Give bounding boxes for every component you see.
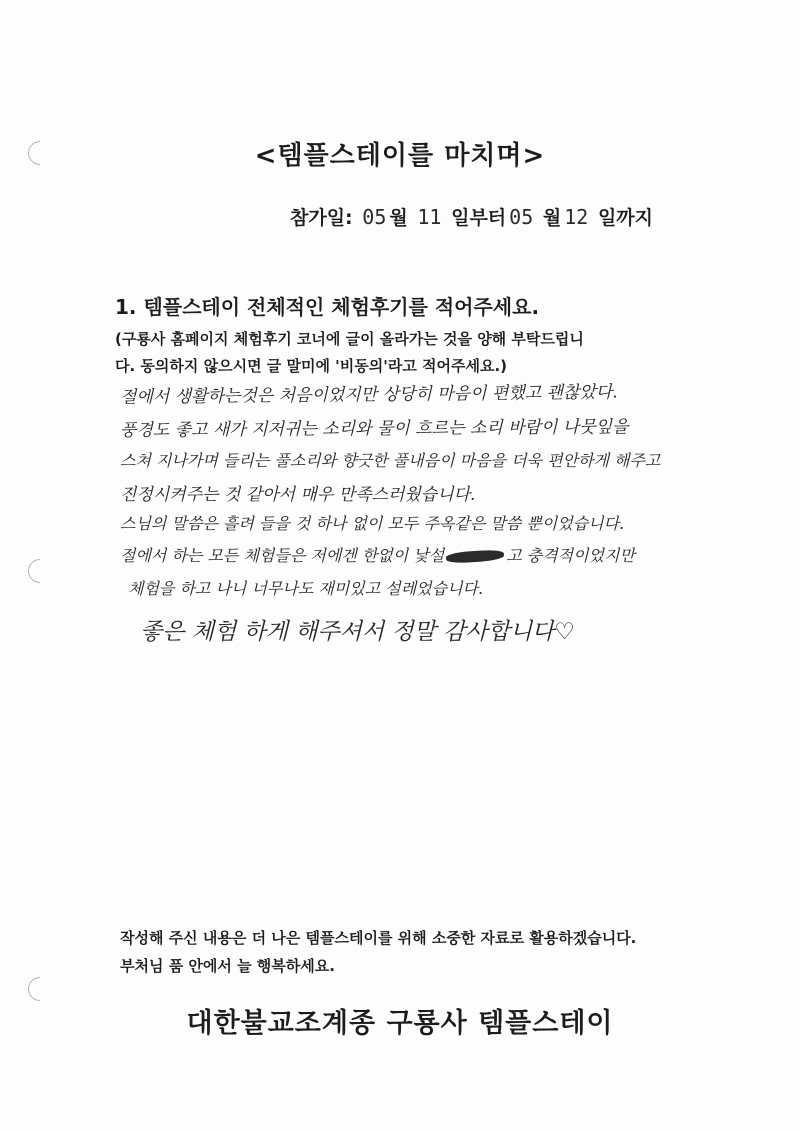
handwritten-answer-line: 체험을 하고 나니 너무나도 재미있고 설레었습니다. [128,579,484,598]
until-label: 일까지 [597,207,654,229]
handwritten-closing-line: 좋은 체험 하게 해주셔서 정말 감사합니다♡ [140,619,575,645]
footer-message: 작성해 주신 내용은 더 나은 템플스테이를 위해 소중한 자료로 활용하겠습니다. [120,929,637,947]
consent-note-line: (구룡사 홈페이지 체험후기 코너에 글이 올라가는 것을 양해 부탁드립니 [115,330,584,348]
handwritten-answer-line: 절에서 생활하는것은 처음이었지만 상당히 마음이 편했고 괜찮았다. [119,382,618,408]
start-day-value: 11 [417,205,442,229]
handwritten-answer-line: 스님의 말씀은 흘려 들을 것 하나 없이 모두 주옥같은 말씀 뿐이었습니다. [120,514,625,533]
handwritten-answer-line: 풍경도 좋고 새가 지저귀는 소리와 물이 흐르는 소리 바람이 나뭇잎을 [119,417,629,441]
consent-note-line: 다. 동의하지 않으시면 글 말미에 '비동의'라고 적어주세요.) [115,357,508,375]
participation-dates [290,203,653,230]
month-label: 월 [389,207,408,229]
binder-hole-middle [23,554,57,588]
participation-prefix: 참가일: [290,207,353,229]
end-day-value: 12 [564,205,589,229]
end-month-value: 05 [509,205,534,229]
handwritten-answer-line: 스쳐 지나가며 들리는 풀소리와 향긋한 풀내음이 마음을 더욱 편안하게 해주고 [120,451,661,470]
footer-message: 부처님 품 안에서 늘 행복하세요. [120,957,335,975]
handwritten-answer-line [120,543,635,566]
handwritten-text: 고 충격적이었지만 [506,546,635,565]
question-heading: 1. 템플스테이 전체적인 체험후기를 적어주세요. [115,295,540,319]
month-label: 월 [542,207,562,229]
handwritten-text: 절에서 하는 모든 체험들은 저에겐 한없이 낯설 [120,546,445,565]
start-month-value: 05 [362,205,387,229]
from-label: 일부터 [451,207,507,229]
page-title: <템플스테이를 마치며> [254,141,546,171]
handwritten-answer-line: 진정시켜주는 것 같아서 매우 만족스러웠습니다. [120,485,476,505]
organization-name: 대한불교조계종 구룡사 템플스테이 [186,1008,614,1039]
crossed-out-scribble [446,549,505,564]
